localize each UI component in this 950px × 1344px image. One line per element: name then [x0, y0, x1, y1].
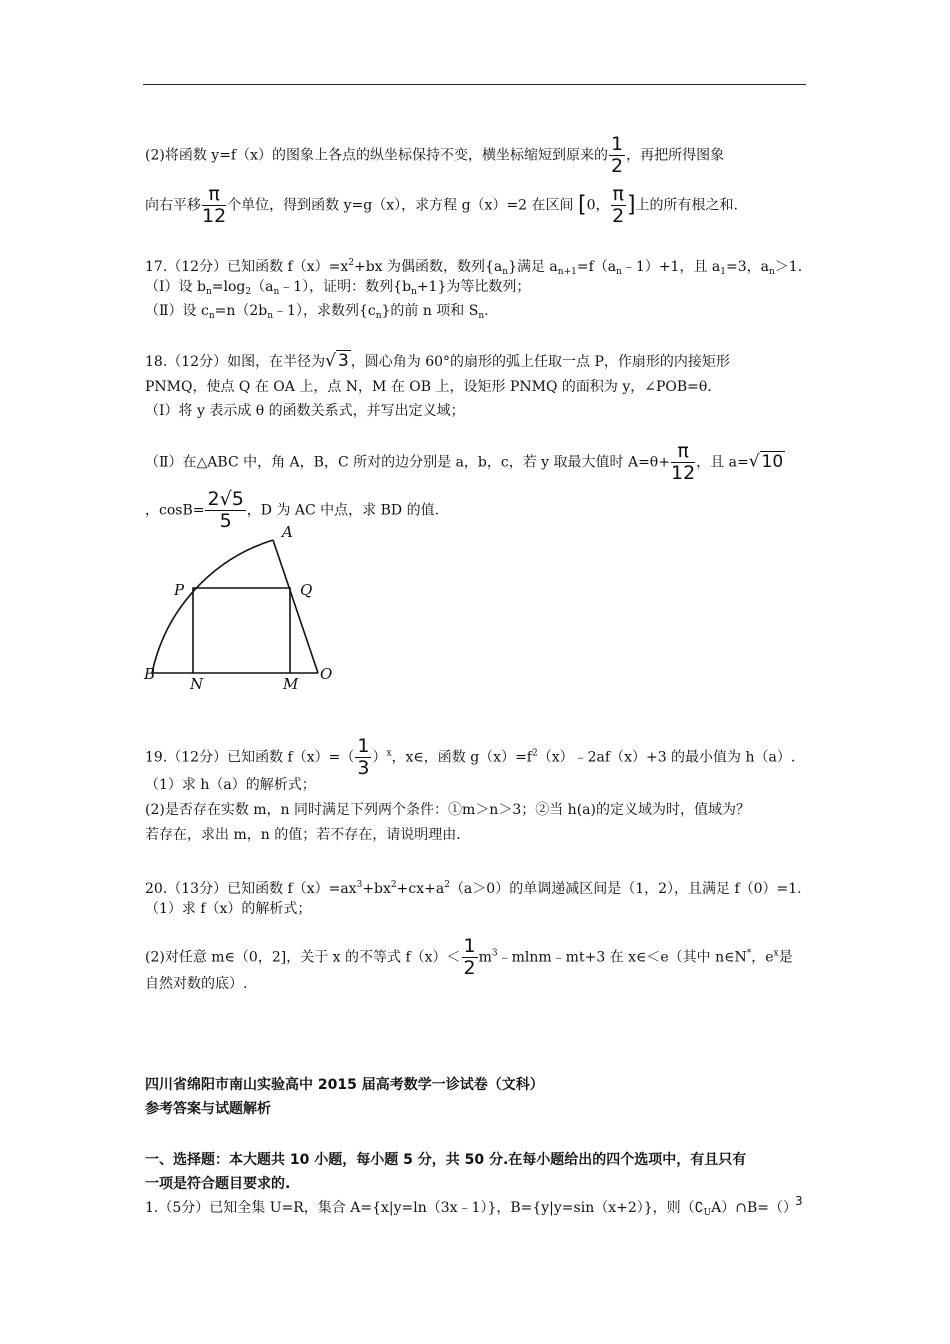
- q20-line1: 20.（13分）已知函数 $f(x)=ax^3+bx^2+cx+a^2(a>0)$的单调递减区间是（1，2），且满足 f（0）=1.: [145, 880, 802, 897]
- q16-part2-line2: 向右平移 $\frac{\pi}{12}$ 个单位，得到函数 y=g（x），求方程 g（x）=2 在区间 [0， $\frac{\pi}{2}$ ]上的所有根之和.: [145, 183, 738, 227]
- section-heading-line2: 一项是符合题目要求的.: [145, 1176, 291, 1192]
- fraction-pi-over-12: $\frac{\pi}{12}$: [670, 440, 696, 484]
- q18-line2: PNMQ，使点 Q 在 OA 上，点 N，M 在 OB 上，设矩形 PNMQ 的面积为 y，∠POB=θ.: [145, 379, 712, 395]
- sector-rectangle-figure: [140, 525, 340, 690]
- rectangle-PNMQ: [193, 588, 290, 673]
- fraction-2sqrt5-over-5: $\frac{2√5}{5}$: [207, 488, 244, 532]
- q20-line2: （1）求 f（x）的解析式；: [145, 901, 312, 917]
- q20-line3: (2)对任意 m∈（0，2]，关于 x 的不等式 f（x）＜ $\frac{1}{2}$ $m^3﹣mlnm﹣mt+3$ 在 x∈＜e（其中 n∈N*，$e^x$是: [145, 935, 793, 979]
- fraction-pi-over-2: $\frac{\pi}{2}$: [612, 183, 625, 227]
- q19-line1: 19.（12分）已知函数 f（x）=（ $\frac{1}{3}$ ）$^x$，x∈，函数 $g(x)=f^2(x)﹣2af(x)+3$ 的最小值为 h（a）.: [145, 735, 796, 779]
- label-A: A: [282, 525, 293, 541]
- q18-line3: （Ⅰ）将 y 表示成 θ 的函数关系式，并写出定义域；: [145, 403, 465, 419]
- label-P: P: [174, 581, 185, 599]
- q17-line2: （Ⅰ）设 $b_n=\log_2(a_n﹣1)$，证明：数列$\{b_n+1\}$为等比数列；: [145, 279, 531, 297]
- label-Q: Q: [300, 581, 313, 599]
- label-N: N: [190, 675, 204, 690]
- fraction-one-half: $\frac{1}{2}$: [463, 935, 476, 979]
- answers-title: 四川省绵阳市南山实验高中 2015 届高考数学一诊试卷（文科）: [145, 1077, 544, 1093]
- page-number: 3: [795, 1194, 803, 1208]
- section-heading-line1: 一、选择题：本大题共 10 小题，每小题 5 分，共 50 分.在每小题给出的四个选项中，有且只有: [145, 1152, 747, 1168]
- answer-q1-line: 1.（5分）已知全集 U=R，集合 A={x|y=ln（3x﹣1）}，B={y|y=sin（x+2）}，则$(∁_UA)\cap B=()$: [145, 1200, 798, 1218]
- q19-line4: 若存在，求出 m，n 的值；若不存在，请说明理由.: [145, 827, 461, 843]
- label-M: M: [283, 675, 299, 690]
- q19-line2: （1）求 h（a）的解析式；: [145, 777, 316, 793]
- q18-line5: ，cosB= $\frac{2√5}{5}$ ，D 为 AC 中点，求 BD 的值.: [145, 488, 440, 532]
- sector-arc: [152, 540, 273, 673]
- fraction-one-third: $\frac{1}{3}$: [357, 735, 370, 779]
- radius-OA: [273, 540, 318, 673]
- fraction-one-half: $\frac{1}{2}$: [611, 133, 624, 177]
- answers-subtitle: 参考答案与试题解析: [145, 1101, 271, 1117]
- q19-line3: (2)是否存在实数 m，n 同时满足下列两个条件：①m＞n＞3；②当 h(a)的定义域为时，值域为？: [145, 802, 750, 818]
- label-B: B: [144, 665, 156, 683]
- sqrt-10: √ 10: [748, 451, 784, 472]
- q18-line1: 18.（12分）如图，在半径为√ 3 ，圆心角为 60°的扇形的弧上任取一点 P，作扇形的内接矩形: [145, 351, 730, 371]
- label-O: O: [320, 665, 333, 683]
- q17-line1: 17.（12分）已知函数 $f(x)=x^2+bx$ 为偶函数，数列$\{a_n\}$满足 $a_{n+1}=f(a_n﹣1)+1$，且 $a_1=3$，$a_n>1$.: [145, 258, 803, 277]
- fraction-pi-over-12: $\frac{\pi}{12}$: [202, 183, 227, 227]
- header-rule: [143, 84, 806, 85]
- sqrt-3: √ 3: [325, 351, 349, 371]
- q20-line4: 自然对数的底）.: [145, 976, 248, 992]
- q17-line3: （Ⅱ）设 $c_n=n(2b_n﹣1)$，求数列$\{c_n\}$的前 n 项和 $S_n$.: [145, 303, 489, 321]
- q18-line4: （Ⅱ）在△ABC 中，角 A，B，C 所对的边分别是 a，b，c，若 y 取最大值时 A=θ+ $\frac{\pi}{12}$ ，且 a=√ 10: [145, 440, 784, 484]
- q16-part2-line1: (2)将函数 y=f（x）的图象上各点的纵坐标保持不变，横坐标缩短到原来的 $\frac{1}{2}$ ，再把所得图象: [145, 133, 725, 177]
